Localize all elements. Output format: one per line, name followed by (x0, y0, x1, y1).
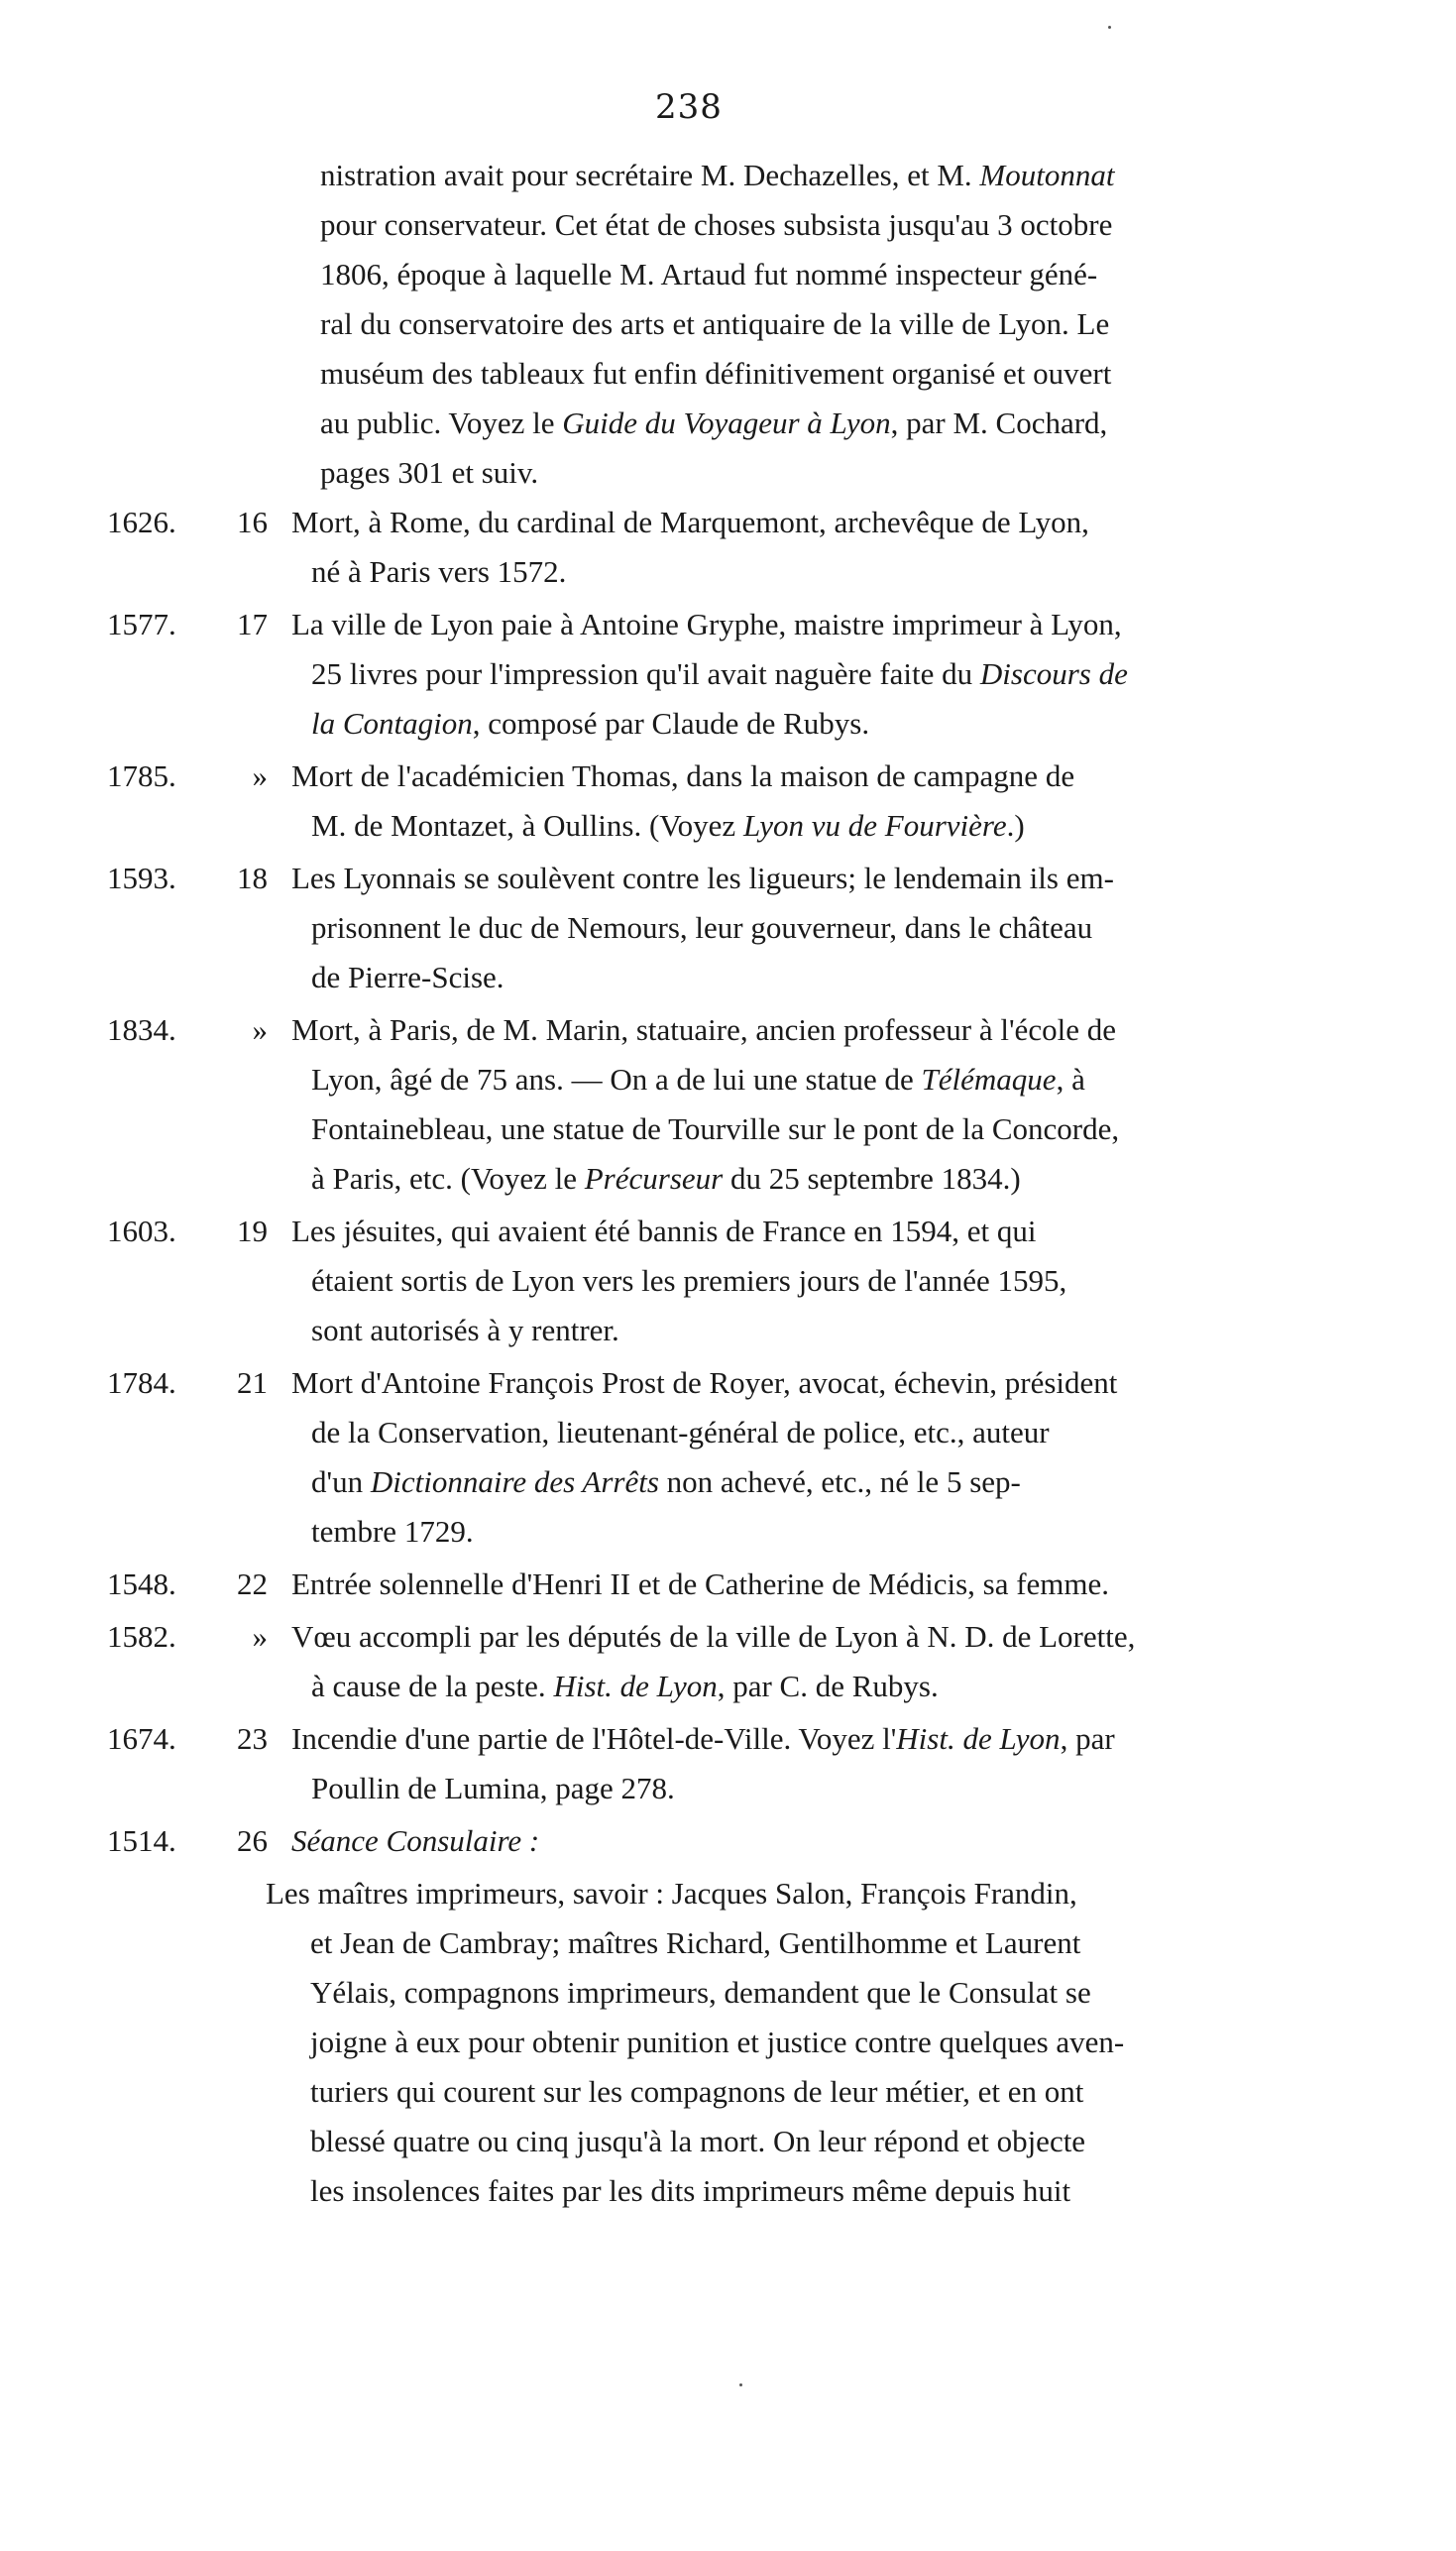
entry-day: 22 (237, 1566, 268, 1601)
text-line (291, 801, 1257, 851)
text-span: au public. Voyez le (320, 406, 563, 440)
text-line (291, 1662, 1257, 1711)
text-line: Entrée solennelle d'Henri II et de Catherine de Médicis, sa femme. (291, 1566, 1110, 1601)
text-span: M. de Montazet, à Oullins. (Voyez (311, 808, 743, 843)
entry-body (278, 1560, 1257, 1609)
text-span: , par M. Cochard, (890, 406, 1108, 440)
text-line: de la Conservation, lieutenant-général de police, etc., auteur (311, 1415, 1050, 1449)
paper-speck (739, 2383, 742, 2386)
text-line: turiers qui courent sur les compagnons de leur métier, et en ont (310, 2074, 1084, 2109)
entry-year: 1577. (107, 607, 176, 641)
text-block (107, 151, 1257, 2216)
text-span: .) (1006, 808, 1025, 843)
text-line: les insolences faites par les dits imprimeurs même depuis huit (310, 2173, 1071, 2208)
entry-1784 (107, 1358, 1257, 1557)
seance-paragraph (107, 1869, 1257, 2216)
text-span: non achevé, etc., né le 5 sep- (658, 1464, 1021, 1499)
entry-1514 (107, 1816, 1257, 1866)
entry-day: 18 (237, 861, 268, 895)
entry-year: 1674. (107, 1721, 176, 1756)
text-line (291, 1154, 1257, 1204)
entry-year: 1548. (107, 1566, 176, 1601)
entry-day: 16 (237, 505, 268, 539)
text-line: Mort d'Antoine François Prost de Royer, avocat, échevin, président (291, 1365, 1118, 1400)
italic-span: Moutonnat (979, 158, 1115, 192)
entry-1548 (107, 1560, 1257, 1609)
entry-body (278, 1612, 1257, 1711)
text-line: tembre 1729. (311, 1514, 474, 1549)
text-line (291, 1714, 1257, 1764)
text-line (291, 1816, 1257, 1866)
text-span: à Paris, etc. (Voyez le (311, 1161, 585, 1196)
entry-day: » (252, 1619, 268, 1654)
paper-speck (1108, 26, 1111, 29)
entry-1582 (107, 1612, 1257, 1711)
text-line: et Jean de Cambray; maîtres Richard, Gentilhomme et Laurent (310, 1925, 1081, 1960)
text-line: joigne à eux pour obtenir punition et justice contre quelques aven- (310, 2025, 1125, 2059)
entry-year: 1582. (107, 1619, 176, 1654)
text-span: à cause de la peste. (311, 1669, 554, 1703)
text-line: ral du conservatoire des arts et antiquaire de la ville de Lyon. Le (320, 306, 1110, 341)
text-line: Mort de l'académicien Thomas, dans la maison de campagne de (291, 758, 1075, 793)
text-span: nistration avait pour secrétaire M. Dechazelles, et M. (320, 158, 980, 192)
entry-body (278, 752, 1257, 851)
entry-year: 1593. (107, 861, 176, 895)
entry-1626 (107, 498, 1257, 597)
text-span: , à (1056, 1062, 1085, 1097)
italic-span: Dictionnaire des Arrêts (370, 1464, 659, 1499)
text-line (291, 649, 1257, 699)
entry-1785 (107, 752, 1257, 851)
text-line: Poullin de Lumina, page 278. (311, 1771, 675, 1805)
italic-span: Télémaque (921, 1062, 1057, 1097)
text-line: 1806, époque à laquelle M. Artaud fut nommé inspecteur géné- (320, 257, 1098, 291)
italic-span: Hist. de Lyon (553, 1669, 718, 1703)
intro-paragraph (107, 151, 1257, 498)
entry-1674 (107, 1714, 1257, 1813)
entry-year: 1514. (107, 1823, 176, 1858)
text-line: Yélais, compagnons imprimeurs, demandent que le Consulat se (310, 1975, 1091, 2010)
text-span: , par C. de Rubys. (717, 1669, 939, 1703)
text-line (291, 699, 1257, 749)
text-line: Vœu accompli par les députés de la ville de Lyon à N. D. de Lorette, (291, 1619, 1136, 1654)
text-line: pour conservateur. Cet état de choses subsista jusqu'au 3 octobre (320, 207, 1113, 242)
entry-1577 (107, 600, 1257, 749)
italic-span: Précurseur (584, 1161, 724, 1196)
text-line (291, 1457, 1257, 1507)
text-line: Les jésuites, qui avaient été bannis de France en 1594, et qui (291, 1214, 1037, 1248)
text-span: d'un (311, 1464, 371, 1499)
italic-span: Discours de (979, 656, 1128, 691)
entry-day: 17 (237, 607, 268, 641)
text-line: Les Lyonnais se soulèvent contre les ligueurs; le lendemain ils em- (291, 861, 1114, 895)
text-line: muséum des tableaux fut enfin définitivement organisé et ouvert (320, 356, 1112, 391)
entry-year: 1784. (107, 1365, 176, 1400)
italic-span: Guide du Voyageur à Lyon (562, 406, 891, 440)
entry-year: 1785. (107, 758, 176, 793)
text-line: blessé quatre ou cinq jusqu'à la mort. On leur répond et objecte (310, 2124, 1086, 2158)
text-line: étaient sortis de Lyon vers les premiers jours de l'année 1595, (311, 1263, 1067, 1298)
entry-body (278, 600, 1257, 749)
entry-body (278, 1005, 1257, 1204)
entry-year: 1834. (107, 1012, 176, 1047)
text-line (320, 399, 1257, 448)
entry-body (278, 1816, 1257, 1866)
entry-1834 (107, 1005, 1257, 1204)
text-line (320, 151, 1257, 200)
text-line: de Pierre-Scise. (311, 960, 504, 994)
entry-body (278, 854, 1257, 1002)
text-span: Incendie d'une partie de l'Hôtel-de-Ville. Voyez l' (291, 1721, 897, 1756)
text-line: né à Paris vers 1572. (311, 554, 567, 589)
entry-day: 26 (237, 1823, 268, 1858)
text-span: , composé par Claude de Rubys. (472, 706, 870, 741)
text-span: 25 livres pour l'impression qu'il avait naguère faite du (311, 656, 980, 691)
text-line: sont autorisés à y rentrer. (311, 1313, 619, 1347)
text-span: Lyon, âgé de 75 ans. — On a de lui une statue de (311, 1062, 922, 1097)
text-line: La ville de Lyon paie à Antoine Gryphe, maistre imprimeur à Lyon, (291, 607, 1122, 641)
page-number: 238 (655, 87, 723, 127)
entry-1593 (107, 854, 1257, 1002)
italic-span: Hist. de Lyon (896, 1721, 1061, 1756)
entry-year: 1626. (107, 505, 176, 539)
text-line: prisonnent le duc de Nemours, leur gouverneur, dans le château (311, 910, 1093, 945)
text-line: pages 301 et suiv. (320, 455, 539, 490)
entry-year: 1603. (107, 1214, 176, 1248)
entry-body (278, 1714, 1257, 1813)
italic-span: Lyon vu de Fourvière (742, 808, 1007, 843)
italic-span: Séance Consulaire : (291, 1823, 540, 1858)
text-line: Fontainebleau, une statue de Tourville sur le pont de la Concorde, (311, 1111, 1120, 1146)
entry-body (278, 1207, 1257, 1355)
text-line: Les maîtres imprimeurs, savoir : Jacques Salon, François Frandin, (266, 1876, 1077, 1911)
italic-span: la Contagion (311, 706, 473, 741)
entry-day: » (252, 758, 268, 793)
text-line: Mort, à Rome, du cardinal de Marquemont, archevêque de Lyon, (291, 505, 1089, 539)
text-span: , par (1060, 1721, 1115, 1756)
entry-body (278, 1358, 1257, 1557)
entry-body (278, 498, 1257, 597)
text-span: du 25 septembre 1834.) (723, 1161, 1021, 1196)
entry-day: » (252, 1012, 268, 1047)
entry-day: 19 (237, 1214, 268, 1248)
text-line (291, 1055, 1257, 1104)
entry-1603 (107, 1207, 1257, 1355)
entry-day: 21 (237, 1365, 268, 1400)
entry-day: 23 (237, 1721, 268, 1756)
text-line: Mort, à Paris, de M. Marin, statuaire, ancien professeur à l'école de (291, 1012, 1116, 1047)
